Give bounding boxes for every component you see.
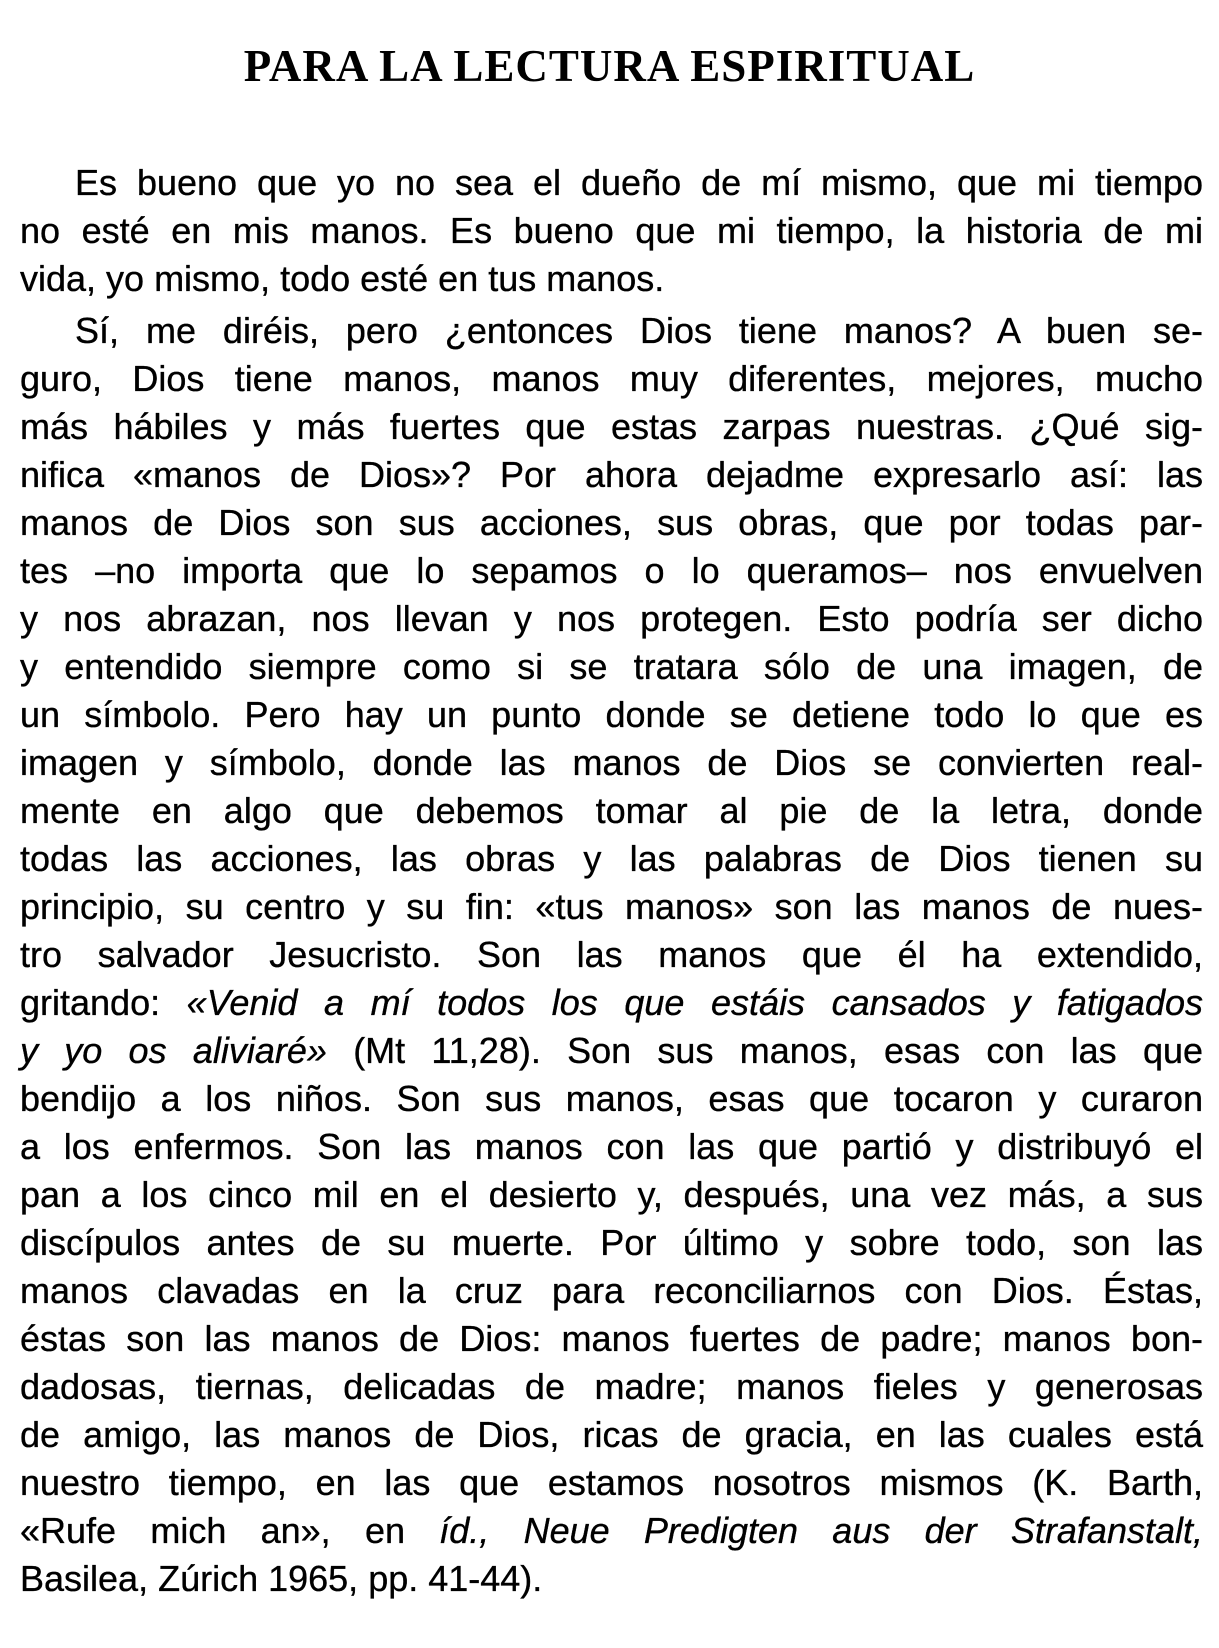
- text-segment: imagen y símbolo, donde las manos de Dios se convierten real-: [20, 742, 1203, 783]
- text-line: [20, 1411, 1203, 1459]
- text-segment: principio, su centro y su fin: «tus manos» son las manos de nues-: [20, 886, 1203, 927]
- text-segment: no esté en mis manos. Es bueno que mi tiempo, la historia de mi: [20, 210, 1203, 251]
- text-line: [20, 1267, 1203, 1315]
- text-line: [20, 979, 1203, 1027]
- text-line: [20, 1219, 1203, 1267]
- text-segment: Sí, me diréis, pero ¿entonces Dios tiene manos? A buen se-: [75, 310, 1203, 351]
- text-segment: tro salvador Jesucristo. Son las manos que él ha extendido,: [20, 934, 1203, 975]
- text-line: [20, 595, 1203, 643]
- text-segment: manos clavadas en la cruz para reconciliarnos con Dios. Éstas,: [20, 1270, 1203, 1311]
- text-line: [20, 255, 1203, 303]
- text-line: [20, 787, 1203, 835]
- paragraph: [20, 307, 1203, 1603]
- text-segment: Es bueno que yo no sea el dueño de mí mismo, que mi tiempo: [75, 162, 1203, 203]
- text-segment: vida, yo mismo, todo esté en tus manos.: [20, 258, 665, 299]
- italic-text-segment: íd., Neue Predigten aus der Strafanstalt,: [439, 1510, 1204, 1551]
- text-line: [20, 931, 1203, 979]
- text-line: [20, 1123, 1203, 1171]
- text-line: [20, 739, 1203, 787]
- text-segment: mente en algo que debemos tomar al pie de la letra, donde: [20, 790, 1203, 831]
- text-line: [20, 643, 1203, 691]
- text-segment: más hábiles y más fuertes que estas zarpas nuestras. ¿Qué sig-: [20, 406, 1203, 447]
- text-line: [20, 835, 1203, 883]
- text-line: [20, 1555, 1203, 1603]
- paragraph: [20, 159, 1203, 303]
- text-line: [20, 547, 1203, 595]
- document-body: [0, 159, 1219, 1603]
- italic-text-segment: y yo os aliviaré»: [20, 1030, 327, 1071]
- text-segment: nuestro tiempo, en las que estamos nosotros mismos (K. Barth,: [20, 1462, 1203, 1503]
- text-segment: éstas son las manos de Dios: manos fuertes de padre; manos bon-: [20, 1318, 1203, 1359]
- text-segment: dadosas, tiernas, delicadas de madre; manos fieles y generosas: [20, 1366, 1203, 1407]
- text-line: [20, 1171, 1203, 1219]
- text-segment: (Mt 11,28). Son sus manos, esas con las que: [326, 1030, 1204, 1071]
- text-line: [20, 691, 1203, 739]
- text-line: [20, 1459, 1203, 1507]
- text-line: [20, 159, 1203, 207]
- text-segment: a los enfermos. Son las manos con las que partió y distribuyó el: [20, 1126, 1203, 1167]
- text-segment: discípulos antes de su muerte. Por último y sobre todo, son las: [20, 1222, 1203, 1263]
- text-line: [20, 207, 1203, 255]
- text-segment: Basilea, Zúrich 1965, pp. 41-44).: [20, 1558, 543, 1599]
- text-segment: nifica «manos de Dios»? Por ahora dejadme expresarlo así: las: [20, 454, 1203, 495]
- italic-text-segment: «Venid a mí todos los que estáis cansados y fatigados: [186, 982, 1203, 1023]
- text-line: [20, 499, 1203, 547]
- text-segment: y entendido siempre como si se tratara sólo de una imagen, de: [20, 646, 1203, 687]
- text-segment: y nos abrazan, nos llevan y nos protegen. Esto podría ser dicho: [20, 598, 1203, 639]
- text-segment: pan a los cinco mil en el desierto y, después, una vez más, a sus: [20, 1174, 1203, 1215]
- text-segment: de amigo, las manos de Dios, ricas de gracia, en las cuales está: [20, 1414, 1203, 1455]
- text-line: [20, 403, 1203, 451]
- text-segment: tes –no importa que lo sepamos o lo queramos– nos envuelven: [20, 550, 1203, 591]
- text-line: [20, 307, 1203, 355]
- text-segment: un símbolo. Pero hay un punto donde se detiene todo lo que es: [20, 694, 1203, 735]
- text-line: [20, 451, 1203, 499]
- text-line: [20, 1507, 1203, 1555]
- text-segment: todas las acciones, las obras y las palabras de Dios tienen su: [20, 838, 1203, 879]
- text-segment: guro, Dios tiene manos, manos muy diferentes, mejores, mucho: [20, 358, 1203, 399]
- text-line: [20, 1075, 1203, 1123]
- text-segment: gritando:: [20, 982, 187, 1023]
- text-line: [20, 1027, 1203, 1075]
- text-line: [20, 883, 1203, 931]
- page-title: PARA LA LECTURA ESPIRITUAL: [243, 41, 976, 91]
- text-line: [20, 1315, 1203, 1363]
- text-segment: manos de Dios son sus acciones, sus obras, que por todas par-: [20, 502, 1203, 543]
- text-line: [20, 355, 1203, 403]
- text-segment: «Rufe mich an», en: [20, 1510, 440, 1551]
- text-segment: bendijo a los niños. Son sus manos, esas que tocaron y curaron: [20, 1078, 1203, 1119]
- text-line: [20, 1363, 1203, 1411]
